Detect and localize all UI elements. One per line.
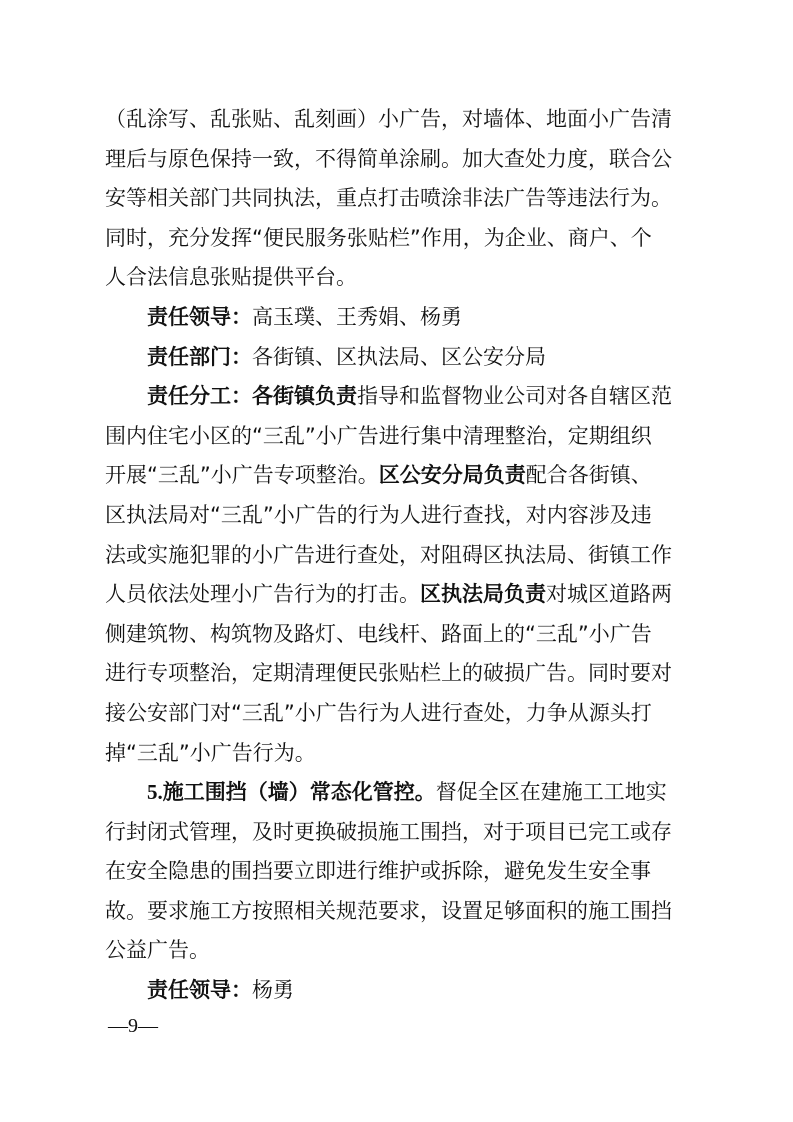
page-number: —9— <box>108 1015 158 1037</box>
division-line: 进行专项整治，定期清理便民张贴栏上的破损广告。同时要对 <box>105 661 672 686</box>
division-text: 人员依法处理小广告行为的打击。 <box>105 582 420 607</box>
division-line <box>105 377 695 417</box>
section-number: 5. <box>147 780 163 805</box>
paragraph-line: 理后与原色保持一致，不得简单涂刷。加大查处力度，联合公 <box>105 146 672 171</box>
section-5-heading-line <box>105 773 695 813</box>
responsible-leaders-line <box>105 298 695 338</box>
paragraph-line: 安等相关部门共同执法，重点打击喷涂非法广告等违法行为。 <box>105 186 672 211</box>
division-line: 侧建筑物、构筑物及路灯、电线杆、路面上的“三乱”小广告 <box>105 621 652 646</box>
section-text: 督促全区在建施工工地实 <box>435 780 667 805</box>
responsible-leaders-line <box>105 971 695 1011</box>
division-line: 接公安部门对“三乱”小广告行为人进行查处，力争从源头打 <box>105 700 652 725</box>
responsible-departments-value: 各街镇、区执法局、区公安分局 <box>252 344 546 369</box>
section-title: 施工围挡（墙）常态化管控。 <box>162 780 436 805</box>
paragraph-line: 同时，充分发挥“便民服务张贴栏”作用，为企业、商户、个 <box>105 225 652 250</box>
division-line <box>105 456 695 496</box>
division-text: 对城区道路两 <box>546 582 672 607</box>
responsible-departments-label: 责任部门： <box>147 344 252 369</box>
body-text <box>105 100 695 1011</box>
division-bold-text: 各街镇负责 <box>252 384 357 409</box>
division-label: 责任分工： <box>147 384 252 409</box>
division-bold-text: 区执法局负责 <box>420 582 546 607</box>
responsible-leaders-value: 杨勇 <box>252 978 294 1003</box>
paragraph-line: 人合法信息张贴提供平台。 <box>105 265 357 290</box>
division-text: 指导和监督物业公司对各自辖区范 <box>357 384 672 409</box>
division-line: 区执法局对“三乱”小广告的行为人进行查找，对内容涉及违 <box>105 502 652 527</box>
division-line: 围内住宅小区的“三乱”小广告进行集中清理整治，定期组织 <box>105 423 652 448</box>
division-text: 开展“三乱”小广告专项整治。 <box>105 463 379 488</box>
division-bold-text: 区公安分局负责 <box>378 463 526 488</box>
division-line <box>105 575 695 615</box>
responsible-departments-line <box>105 338 695 378</box>
responsible-leaders-value: 高玉璞、王秀娟、杨勇 <box>252 304 462 329</box>
section-line: 行封闭式管理，及时更换破损施工围挡，对于项目已完工或存 <box>105 819 672 844</box>
section-line: 故。要求施工方按照相关规范要求，设置足够面积的施工围挡 <box>105 898 672 923</box>
paragraph-line: （乱涂写、乱张贴、乱刻画）小广告，对墙体、地面小广告清 <box>105 107 672 131</box>
division-line: 掉“三乱”小广告行为。 <box>105 740 316 765</box>
division-text: 配合各街镇、 <box>525 463 652 488</box>
section-line: 公益广告。 <box>105 938 210 963</box>
section-line: 在安全隐患的围挡要立即进行维护或拆除，避免发生安全事 <box>105 859 651 884</box>
responsible-leaders-label: 责任领导： <box>147 978 252 1003</box>
responsible-leaders-label: 责任领导： <box>147 304 252 329</box>
division-line: 法或实施犯罪的小广告进行查处，对阻碍区执法局、街镇工作 <box>105 542 672 567</box>
